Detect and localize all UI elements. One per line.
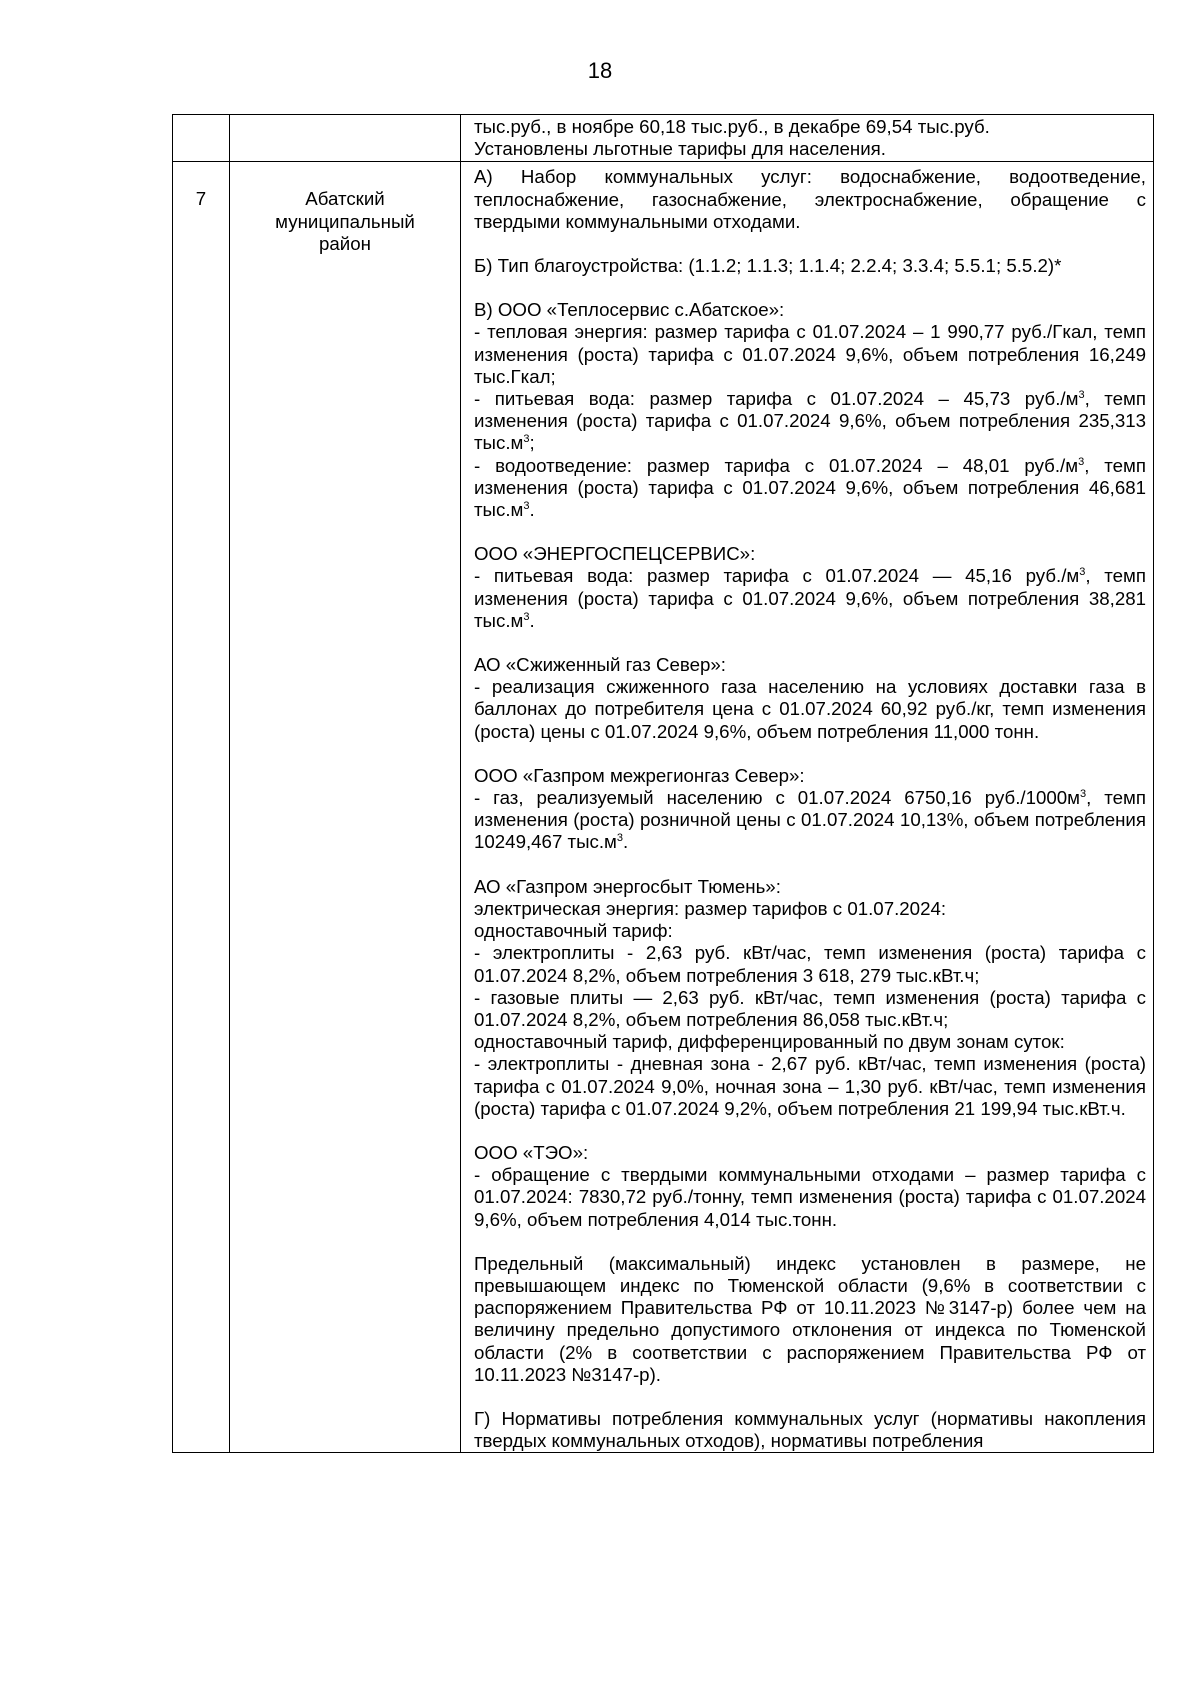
teploservis-title: В) ООО «Теплосервис с.Абатское»:: [474, 299, 785, 321]
tariff-table: [172, 114, 1154, 1453]
section-a-services: А) Набор коммунальных услуг: водоснабжение, водоотведение, теплоснабжение, газоснабжение, электроснабжение, обращение с твердыми коммунальными отходами.: [474, 166, 1146, 232]
gazprom-es-el-stoves-zones: - электроплиты - дневная зона - 2,67 руб. кВт/час, темп изменения (роста) тарифа с 01.07.2024 9,0%, ночная зона – 1,30 руб. кВт/час, темп изменения (роста) тарифа с 01.07.2024 9,2%, объем потребления 21 199,94 тыс.кВт.ч.: [474, 1053, 1146, 1119]
block-teploservis: [474, 299, 1146, 521]
content-cell: [461, 162, 1154, 1453]
gazprom-es-gas-stoves: - газовые плиты — 2,63 руб. кВт/час, темп изменения (роста) тарифа с 01.07.2024 8,2%, объем потребления 86,058 тыс.кВт.ч;: [474, 986, 1146, 1030]
gazprom-mrg-title: ООО «Газпром межрегионгаз Север»:: [474, 764, 805, 786]
continuation-line-2: Установлены льготные тарифы для населения.: [474, 138, 886, 160]
block-gazprom-mrg: [474, 765, 1146, 854]
teploservis-heat: - тепловая энергия: размер тарифа с 01.07.2024 – 1 990,77 руб./Гкал, темп изменения (роста) тарифа с 01.07.2024 9,6%, объем потребления 16,249 тыс.Гкал;: [474, 321, 1146, 387]
teo-title: ООО «ТЭО»:: [474, 1141, 589, 1163]
continuation-line-1: тыс.руб., в ноябре 60,18 тыс.руб., в декабре 69,54 тыс.руб.: [474, 116, 990, 137]
cell-content-continuation: [461, 115, 1154, 162]
teo-text: - обращение с твердыми коммунальными отходами – размер тарифа с 01.07.2024: 7830,72 руб./тонну, темп изменения (роста) тарифа с 01.07.2024 9,6%, объем потребления 4,014 тыс.тонн.: [474, 1164, 1146, 1230]
cell-district-empty: [230, 115, 461, 162]
gazprom-es-subtitle: электрическая энергия: размер тарифов с 01.07.2024:: [474, 897, 947, 919]
district-line-3: район: [319, 232, 371, 254]
energospetsservis-title: ООО «ЭНЕРГОСПЕЦСЕРВИС»:: [474, 543, 756, 565]
district-line-1: Абатский: [305, 188, 385, 210]
cell-number-empty: [173, 115, 230, 162]
page-number: 18: [587, 58, 613, 83]
gas-sever-text: - реализация сжиженного газа населению на условиях доставки газа в баллонах до потребителя цена с 01.07.2024 60,92 руб./кг, темп изменения (роста) цены с 01.07.2024 9,6%, объем потребления 11,000 тонн.: [474, 676, 1146, 742]
table-row-continuation: [173, 115, 1154, 162]
row-number-text: 7: [195, 188, 207, 210]
section-b-type: Б) Тип благоустройства: (1.1.2; 1.1.3; 1.1.4; 2.2.4; 3.3.4; 5.5.1; 5.5.2)*: [474, 255, 1062, 277]
gas-sever-title: АО «Сжиженный газ Север»:: [474, 654, 726, 676]
gazprom-es-title: АО «Газпром энергосбыт Тюмень»:: [474, 875, 781, 897]
gazprom-es-el-stoves: - электроплиты - 2,63 руб. кВт/час, темп изменения (роста) тарифа с 01.07.2024 8,2%, объем потребления 3 618, 279 тыс.кВт.ч;: [474, 942, 1146, 986]
block-gas-sever: [474, 654, 1146, 743]
section-g-norms: Г) Нормативы потребления коммунальных услуг (нормативы накопления твердых коммунальных отходов), нормативы потребления: [474, 1407, 1146, 1452]
table-row-7: [173, 162, 1154, 1453]
gazprom-mrg-text: - газ, реализуемый населению с 01.07.2024 6750,16 $руб./1000м^3$, темп изменения (роста) розничной цены с 01.07.2024 10,13%, объем потребления 10249,467 $тыс.м^3$.: [474, 787, 1147, 853]
teploservis-water: - питьевая вода: размер тарифа с 01.07.2024 – 45,73 $руб./м^3$, темп изменения (роста) тарифа с 01.07.2024 9,6%, объем потребления 235,313 $тыс.м^3$;: [474, 388, 1146, 454]
block-teo: [474, 1142, 1146, 1231]
district-cell: [230, 162, 461, 1453]
row-number: [173, 162, 230, 1453]
block-energospetsservis: [474, 543, 1146, 632]
gazprom-es-two-zone: одноставочный тариф, дифференцированный по двум зонам суток:: [474, 1031, 1065, 1053]
index-text: Предельный (максимальный) индекс установлен в размере, не превышающем индекс по Тюменской области (9,6% в соответствии с распоряжением Правительства РФ от 10.11.2023 №3147-р) более чем на величину предельно допустимого отклонения от индекса по Тюменской области (2% в соответствии с распоряжением Правительства РФ от 10.11.2023 №3147-р).: [474, 1252, 1146, 1385]
teploservis-sewage: - водоотведение: размер тарифа с 01.07.2024 – 48,01 $руб./м^3$, темп изменения (роста) тарифа с 01.07.2024 9,6%, объем потребления 46,681 $тыс.м^3$.: [474, 454, 1146, 521]
block-gazprom-es: [474, 876, 1146, 1120]
energospetsservis-water: - питьевая вода: размер тарифа с 01.07.2024 — 45,16 $руб./м^3$, темп изменения (роста) тарифа с 01.07.2024 9,6%, объем потребления 38,281 $тыс.м^3$.: [474, 565, 1147, 631]
district-line-2: муниципальный: [275, 210, 415, 232]
gazprom-es-single-rate: одноставочный тариф:: [474, 920, 673, 942]
